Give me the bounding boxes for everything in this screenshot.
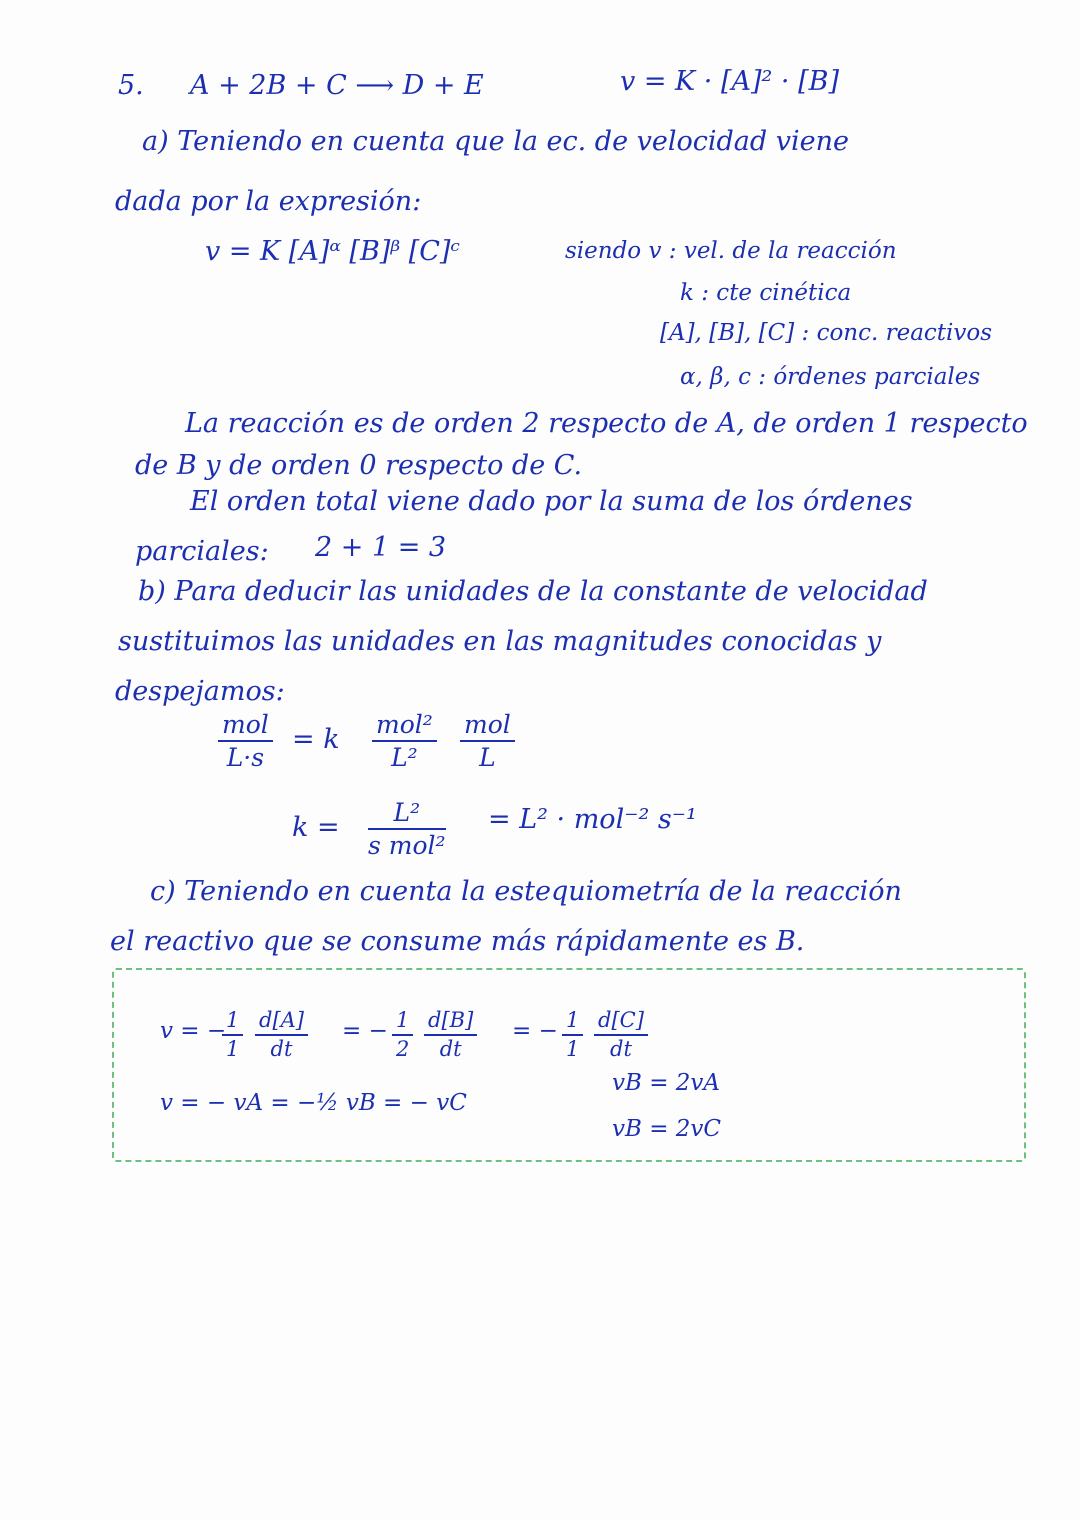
k-fraction-numerator: L² — [368, 800, 446, 830]
rate-coef-a-denominator: 1 — [226, 1037, 240, 1061]
k-units-result: = L² · mol⁻² s⁻¹ — [488, 804, 697, 835]
rate-coef-b-numerator: 1 — [392, 1010, 413, 1036]
orders-line1: La reacción es de orden 2 respecto de A, de orden 1 respecto — [185, 408, 1028, 439]
rate-relations-box — [112, 968, 1026, 1162]
rate-derivative-a-denominator: dt — [270, 1037, 293, 1061]
relation-vb-vc: vB = 2vC — [612, 1116, 722, 1142]
definition-orders: α, β, c : órdenes parciales — [680, 364, 981, 390]
rate-derivative-c — [594, 1010, 648, 1060]
rate-law: v = K · [A]² · [B] — [620, 66, 840, 97]
total-order-label: parciales: — [135, 536, 269, 567]
rate-coef-c — [562, 1010, 583, 1060]
rate-derivative-b — [424, 1010, 477, 1060]
rate-coef-b-denominator: 2 — [396, 1037, 410, 1061]
units-fraction-1 — [372, 712, 437, 770]
units-fraction-1-denominator: L² — [391, 743, 418, 772]
units-lhs-denominator: L·s — [226, 743, 265, 772]
units-fraction-2-numerator: mol — [460, 712, 515, 742]
part-b-line3: despejamos: — [115, 676, 285, 707]
part-a-line1: a) Teniendo en cuenta que la ec. de velocidad viene — [142, 126, 849, 157]
rate-derivative-c-denominator: dt — [610, 1037, 632, 1061]
problem-number: 5. — [118, 70, 144, 101]
relation-vb-va: vB = 2vA — [612, 1070, 721, 1096]
units-lhs-numerator: mol — [218, 712, 273, 742]
definition-concentrations: [A], [B], [C] : conc. reactivos — [660, 320, 993, 346]
rate-eq-start: v = − — [160, 1018, 227, 1044]
k-fraction-denominator: s mol² — [368, 831, 446, 860]
rate-coef-a — [222, 1010, 243, 1060]
rate-derivative-a-numerator: d[A] — [255, 1010, 308, 1036]
rate-coef-a-numerator: 1 — [222, 1010, 243, 1036]
units-fraction-2 — [460, 712, 515, 770]
units-fraction-1-numerator: mol² — [372, 712, 437, 742]
total-order-value: 2 + 1 = 3 — [315, 532, 447, 563]
units-lhs-fraction — [218, 712, 273, 770]
k-fraction — [368, 800, 446, 858]
orders-line2: de B y de orden 0 respecto de C. — [135, 450, 583, 481]
rate-derivative-b-denominator: dt — [439, 1037, 462, 1061]
units-fraction-2-denominator: L — [479, 743, 496, 772]
rate-derivative-b-numerator: d[B] — [424, 1010, 477, 1036]
rate-eq-mid1: = − — [342, 1018, 388, 1044]
units-equals-k: = k — [292, 724, 340, 755]
k-equals: k = — [292, 812, 340, 843]
part-b-line1: b) Para deducir las unidades de la constante de velocidad — [138, 576, 928, 607]
total-order-line1: El orden total viene dado por la suma de los órdenes — [190, 486, 913, 517]
definition-v: siendo v : vel. de la reacción — [565, 238, 897, 264]
part-c-line2: el reactivo que se consume más rápidamente es B. — [110, 926, 805, 957]
rate-coef-b — [392, 1010, 413, 1060]
general-rate-law: v = K [A]ᵅ [B]ᵝ [C]ᶜ — [205, 236, 460, 267]
part-a-line2: dada por la expresión: — [115, 186, 422, 217]
rate-coef-c-numerator: 1 — [562, 1010, 583, 1036]
definition-k: k : cte cinética — [680, 280, 852, 306]
rate-derivative-a — [255, 1010, 308, 1060]
rate-eq-mid2: = − — [512, 1018, 558, 1044]
part-c-line1: c) Teniendo en cuenta la estequiometría de la reacción — [150, 876, 902, 907]
rate-species-relation: v = − vA = −½ vB = − vC — [160, 1090, 467, 1116]
part-b-line2: sustituimos las unidades en las magnitudes conocidas y — [118, 626, 882, 657]
reaction-equation: A + 2B + C ⟶ D + E — [190, 70, 484, 101]
rate-derivative-c-numerator: d[C] — [594, 1010, 648, 1036]
rate-coef-c-denominator: 1 — [566, 1037, 580, 1061]
